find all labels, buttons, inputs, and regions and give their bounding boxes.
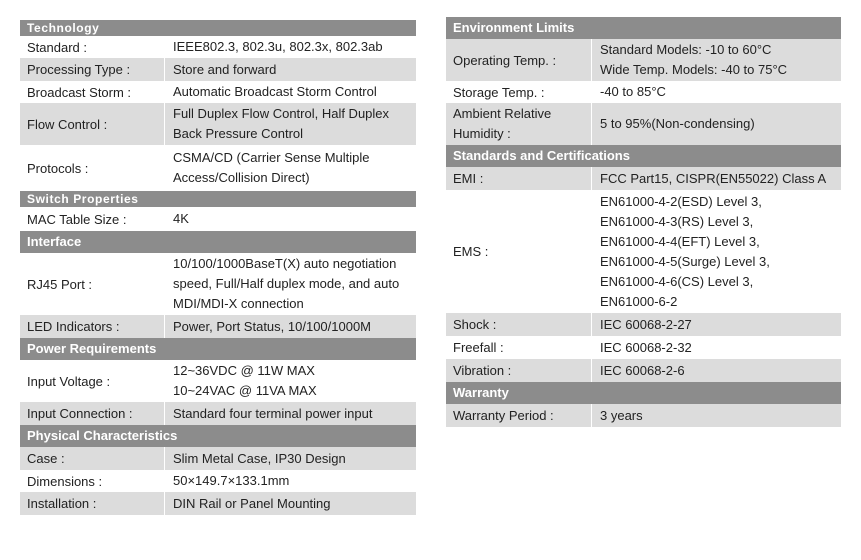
spec-row-protocols bbox=[20, 145, 416, 191]
spec-value bbox=[165, 315, 416, 338]
spec-value bbox=[165, 470, 416, 492]
spec-value-line: Standard Models: -10 to 60°C bbox=[600, 42, 772, 57]
spec-label: Shock : bbox=[446, 313, 592, 336]
spec-value-line: Slim Metal Case, IP30 Design bbox=[173, 450, 346, 466]
spec-label: Dimensions : bbox=[20, 470, 165, 492]
spec-value bbox=[165, 58, 416, 81]
spec-value-line: 3 years bbox=[600, 407, 643, 423]
spec-value bbox=[165, 360, 416, 402]
spec-value-line: 12~36VDC @ 11W MAX bbox=[173, 363, 315, 378]
spec-value bbox=[165, 402, 416, 425]
spec-row-case bbox=[20, 447, 416, 470]
spec-value bbox=[592, 103, 841, 145]
spec-row-led-indicators bbox=[20, 315, 416, 338]
spec-row-mac-table-size bbox=[20, 207, 416, 231]
spec-value-line: 10~24VAC @ 11VA MAX bbox=[173, 383, 317, 398]
spec-label: Installation : bbox=[20, 492, 165, 515]
spec-value-line: 10/100/1000BaseT(X) auto negotiation bbox=[173, 256, 397, 271]
spec-value-line: 4K bbox=[173, 211, 189, 226]
spec-row-operating-temp bbox=[446, 39, 841, 81]
spec-value bbox=[165, 81, 416, 103]
section-header-switch-properties: Switch Properties bbox=[20, 191, 416, 207]
spec-value-line: Access/Collision Direct) bbox=[173, 170, 310, 185]
spec-value bbox=[165, 103, 416, 145]
spec-label: LED Indicators : bbox=[20, 315, 165, 338]
spec-value-line: IEC 60068-2-32 bbox=[600, 339, 692, 355]
spec-row-input-connection bbox=[20, 402, 416, 425]
spec-value bbox=[592, 404, 841, 427]
spec-label: Vibration : bbox=[446, 359, 592, 382]
spec-row-ambient-relative-humidity bbox=[446, 103, 841, 145]
section-header-technology: Technology bbox=[20, 20, 416, 36]
spec-value-line: Back Pressure Control bbox=[173, 126, 304, 141]
spec-value bbox=[592, 81, 841, 103]
spec-label: Flow Control : bbox=[20, 103, 165, 145]
spec-label: MAC Table Size : bbox=[20, 207, 165, 231]
section-header-warranty: Warranty bbox=[446, 382, 841, 404]
section-header-standards-and-certifications: Standards and Certifications bbox=[446, 145, 841, 167]
spec-row-processing-type bbox=[20, 58, 416, 81]
spec-value bbox=[592, 39, 841, 81]
spec-label: Protocols : bbox=[20, 145, 165, 191]
spec-label: Processing Type : bbox=[20, 58, 165, 81]
spec-row-rj45-port bbox=[20, 253, 416, 315]
spec-label: Broadcast Storm : bbox=[20, 81, 165, 103]
spec-row-input-voltage bbox=[20, 360, 416, 402]
spec-row-storage-temp bbox=[446, 81, 841, 103]
spec-value bbox=[592, 313, 841, 336]
spec-value-line: Automatic Broadcast Storm Control bbox=[173, 84, 377, 99]
spec-row-broadcast-storm bbox=[20, 81, 416, 103]
section-header-physical-characteristics: Physical Characteristics bbox=[20, 425, 416, 447]
spec-label: Operating Temp. : bbox=[446, 39, 592, 81]
spec-row-emi bbox=[446, 167, 841, 190]
spec-value-line: Wide Temp. Models: -40 to 75°C bbox=[600, 62, 788, 77]
spec-value bbox=[165, 36, 416, 58]
spec-value-line: CSMA/CD (Carrier Sense Multiple bbox=[173, 150, 370, 165]
spec-value-line: FCC Part15, CISPR(EN55022) Class A bbox=[600, 170, 827, 186]
spec-value-line: 5 to 95%(Non-condensing) bbox=[600, 116, 755, 131]
spec-label: EMI : bbox=[446, 167, 592, 190]
spec-value-line: Full Duplex Flow Control, Half Duplex bbox=[173, 106, 390, 121]
spec-value-line: Store and forward bbox=[173, 61, 277, 77]
spec-row-flow-control bbox=[20, 103, 416, 145]
spec-label: EMS : bbox=[446, 190, 592, 313]
spec-label: Input Voltage : bbox=[20, 360, 165, 402]
spec-label: Warranty Period : bbox=[446, 404, 592, 427]
spec-value-line: -40 to 85°C bbox=[600, 84, 666, 99]
spec-row-installation bbox=[20, 492, 416, 515]
spec-value-line: EN61000-4-4(EFT) Level 3, bbox=[600, 233, 760, 249]
spec-value-line: Standard four terminal power input bbox=[173, 405, 373, 421]
spec-value-line: EN61000-4-6(CS) Level 3, bbox=[600, 273, 754, 289]
spec-row-shock bbox=[446, 313, 841, 336]
right-spec-column bbox=[446, 17, 841, 427]
spec-row-warranty-period bbox=[446, 404, 841, 427]
spec-label: Storage Temp. : bbox=[446, 81, 592, 103]
section-header-interface: Interface bbox=[20, 231, 416, 253]
spec-row-ems bbox=[446, 190, 841, 313]
spec-value-line: IEC 60068-2-27 bbox=[600, 316, 692, 332]
spec-value-line: IEEE802.3, 802.3u, 802.3x, 802.3ab bbox=[173, 39, 383, 54]
spec-label: Ambient Relative Humidity : bbox=[446, 103, 592, 145]
spec-row-standard bbox=[20, 36, 416, 58]
spec-label: Standard : bbox=[20, 36, 165, 58]
section-header-power-requirements: Power Requirements bbox=[20, 338, 416, 360]
spec-row-vibration bbox=[446, 359, 841, 382]
spec-label: Input Connection : bbox=[20, 402, 165, 425]
spec-value bbox=[165, 447, 416, 470]
spec-value-line: EN61000-4-5(Surge) Level 3, bbox=[600, 253, 770, 269]
spec-value-line: speed, Full/Half duplex mode, and auto bbox=[173, 276, 400, 291]
spec-value bbox=[592, 336, 841, 359]
spec-value bbox=[592, 190, 841, 313]
spec-value bbox=[165, 253, 416, 315]
spec-label: RJ45 Port : bbox=[20, 253, 165, 315]
section-header-environment-limits: Environment Limits bbox=[446, 17, 841, 39]
left-spec-column bbox=[20, 20, 416, 515]
spec-value-line: Power, Port Status, 10/100/1000M bbox=[173, 318, 372, 334]
spec-value bbox=[165, 145, 416, 191]
spec-label: Freefall : bbox=[446, 336, 592, 359]
spec-value-line: MDI/MDI-X connection bbox=[173, 296, 304, 311]
spec-value-line: EN61000-6-2 bbox=[600, 293, 678, 309]
spec-row-dimensions bbox=[20, 470, 416, 492]
spec-value-line: IEC 60068-2-6 bbox=[600, 362, 685, 378]
spec-value-line: 50×149.7×133.1mm bbox=[173, 473, 290, 488]
spec-value bbox=[592, 359, 841, 382]
spec-value bbox=[165, 207, 416, 231]
spec-value-line: EN61000-4-3(RS) Level 3, bbox=[600, 213, 754, 229]
spec-row-freefall bbox=[446, 336, 841, 359]
spec-value-line: DIN Rail or Panel Mounting bbox=[173, 495, 331, 511]
spec-label: Case : bbox=[20, 447, 165, 470]
spec-value bbox=[165, 492, 416, 515]
spec-value bbox=[592, 167, 841, 190]
spec-value-line: EN61000-4-2(ESD) Level 3, bbox=[600, 193, 762, 209]
